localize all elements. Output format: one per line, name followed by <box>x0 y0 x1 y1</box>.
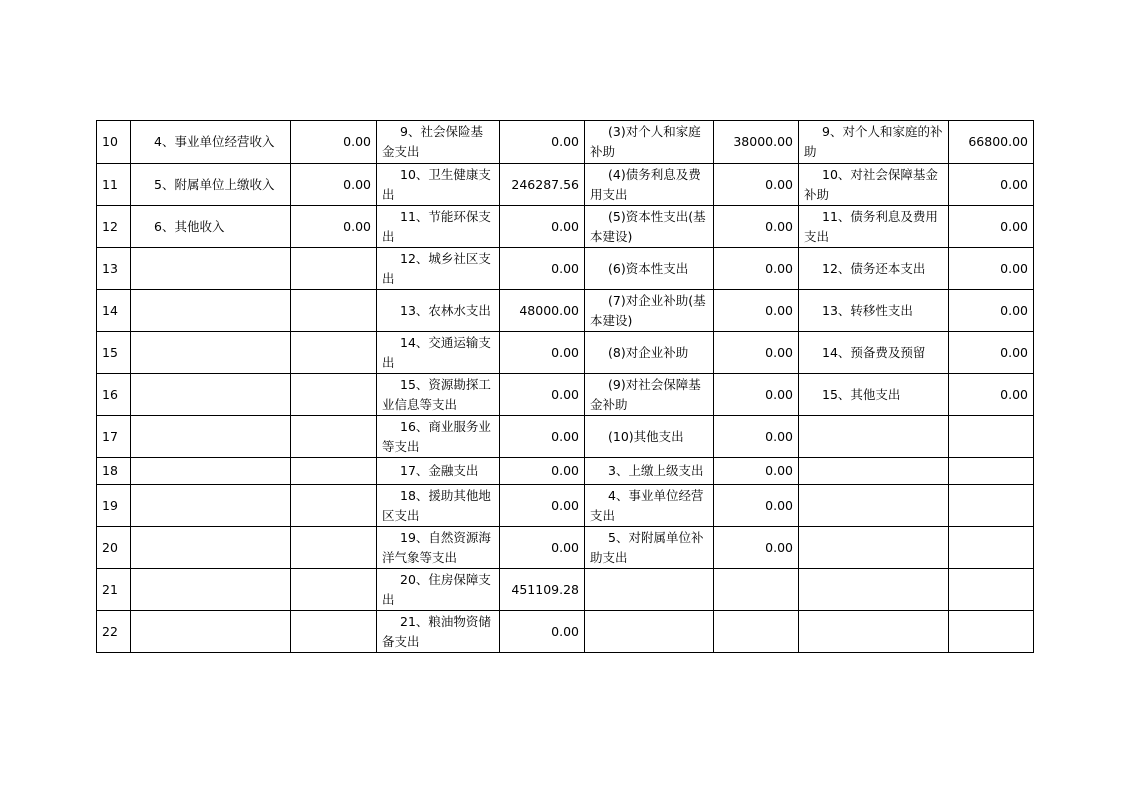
table-row <box>97 164 1034 206</box>
function-expense-amount-cell: 0.00 <box>500 206 585 248</box>
govt-economic-item-cell <box>799 527 949 569</box>
income-item-cell <box>131 611 291 653</box>
economic-expense-item-cell: (8)对企业补助 <box>585 332 714 374</box>
income-item-cell <box>131 416 291 458</box>
function-expense-item-cell: 20、住房保障支出 <box>377 569 500 611</box>
govt-economic-amount-cell: 0.00 <box>949 290 1034 332</box>
income-item-cell <box>131 332 291 374</box>
row-number-cell: 10 <box>97 121 131 164</box>
row-number-cell: 18 <box>97 458 131 485</box>
economic-expense-amount-cell: 0.00 <box>714 290 799 332</box>
row-number-cell: 14 <box>97 290 131 332</box>
table-row <box>97 416 1034 458</box>
function-expense-item-cell: 11、节能环保支出 <box>377 206 500 248</box>
income-amount-cell <box>291 332 377 374</box>
govt-economic-amount-cell: 0.00 <box>949 248 1034 290</box>
govt-economic-item-cell: 15、其他支出 <box>799 374 949 416</box>
income-amount-cell <box>291 416 377 458</box>
economic-expense-item-cell: (6)资本性支出 <box>585 248 714 290</box>
row-number-cell: 21 <box>97 569 131 611</box>
function-expense-amount-cell: 0.00 <box>500 332 585 374</box>
economic-expense-amount-cell: 0.00 <box>714 458 799 485</box>
govt-economic-item-cell <box>799 611 949 653</box>
function-expense-item-cell: 15、资源勘探工业信息等支出 <box>377 374 500 416</box>
income-amount-cell: 0.00 <box>291 121 377 164</box>
function-expense-item-cell: 21、粮油物资储备支出 <box>377 611 500 653</box>
table-row <box>97 569 1034 611</box>
function-expense-amount-cell: 0.00 <box>500 611 585 653</box>
row-number-cell: 19 <box>97 485 131 527</box>
table-row <box>97 206 1034 248</box>
govt-economic-amount-cell <box>949 527 1034 569</box>
govt-economic-item-cell <box>799 485 949 527</box>
table-row <box>97 374 1034 416</box>
function-expense-amount-cell: 451109.28 <box>500 569 585 611</box>
table-row <box>97 248 1034 290</box>
function-expense-amount-cell: 246287.56 <box>500 164 585 206</box>
income-item-cell: 4、事业单位经营收入 <box>131 121 291 164</box>
economic-expense-item-cell: (10)其他支出 <box>585 416 714 458</box>
govt-economic-amount-cell: 0.00 <box>949 164 1034 206</box>
economic-expense-amount-cell <box>714 569 799 611</box>
economic-expense-amount-cell: 38000.00 <box>714 121 799 164</box>
economic-expense-item-cell <box>585 569 714 611</box>
economic-expense-item-cell: (5)资本性支出(基本建设) <box>585 206 714 248</box>
income-amount-cell <box>291 527 377 569</box>
row-number-cell: 17 <box>97 416 131 458</box>
economic-expense-item-cell: (9)对社会保障基金补助 <box>585 374 714 416</box>
table-row <box>97 332 1034 374</box>
income-amount-cell: 0.00 <box>291 164 377 206</box>
economic-expense-item-cell: (3)对个人和家庭补助 <box>585 121 714 164</box>
function-expense-item-cell: 12、城乡社区支出 <box>377 248 500 290</box>
row-number-cell: 16 <box>97 374 131 416</box>
economic-expense-item-cell <box>585 611 714 653</box>
function-expense-amount-cell: 0.00 <box>500 416 585 458</box>
govt-economic-item-cell: 14、预备费及预留 <box>799 332 949 374</box>
function-expense-amount-cell: 0.00 <box>500 527 585 569</box>
function-expense-item-cell: 16、商业服务业等支出 <box>377 416 500 458</box>
table-row <box>97 458 1034 485</box>
economic-expense-item-cell: (7)对企业补助(基本建设) <box>585 290 714 332</box>
govt-economic-item-cell <box>799 416 949 458</box>
economic-expense-amount-cell: 0.00 <box>714 332 799 374</box>
economic-expense-amount-cell: 0.00 <box>714 164 799 206</box>
govt-economic-amount-cell: 0.00 <box>949 206 1034 248</box>
govt-economic-amount-cell <box>949 485 1034 527</box>
income-item-cell <box>131 290 291 332</box>
govt-economic-item-cell: 10、对社会保障基金补助 <box>799 164 949 206</box>
govt-economic-amount-cell <box>949 569 1034 611</box>
govt-economic-amount-cell: 66800.00 <box>949 121 1034 164</box>
function-expense-amount-cell: 0.00 <box>500 374 585 416</box>
govt-economic-item-cell: 12、债务还本支出 <box>799 248 949 290</box>
table-row <box>97 611 1034 653</box>
govt-economic-amount-cell <box>949 611 1034 653</box>
function-expense-item-cell: 17、金融支出 <box>377 458 500 485</box>
row-number-cell: 15 <box>97 332 131 374</box>
row-number-cell: 12 <box>97 206 131 248</box>
economic-expense-amount-cell: 0.00 <box>714 527 799 569</box>
function-expense-item-cell: 9、社会保险基金支出 <box>377 121 500 164</box>
govt-economic-item-cell: 13、转移性支出 <box>799 290 949 332</box>
table-row <box>97 290 1034 332</box>
income-item-cell: 6、其他收入 <box>131 206 291 248</box>
economic-expense-amount-cell: 0.00 <box>714 485 799 527</box>
income-item-cell <box>131 374 291 416</box>
function-expense-item-cell: 18、援助其他地区支出 <box>377 485 500 527</box>
income-amount-cell <box>291 458 377 485</box>
govt-economic-amount-cell <box>949 416 1034 458</box>
table-row <box>97 485 1034 527</box>
govt-economic-item-cell <box>799 458 949 485</box>
table-body <box>97 121 1034 653</box>
govt-economic-amount-cell: 0.00 <box>949 332 1034 374</box>
budget-table <box>96 120 1034 653</box>
economic-expense-amount-cell <box>714 611 799 653</box>
economic-expense-amount-cell: 0.00 <box>714 374 799 416</box>
function-expense-amount-cell: 0.00 <box>500 121 585 164</box>
income-item-cell <box>131 248 291 290</box>
govt-economic-item-cell <box>799 569 949 611</box>
economic-expense-item-cell: 3、上缴上级支出 <box>585 458 714 485</box>
income-item-cell <box>131 569 291 611</box>
economic-expense-amount-cell: 0.00 <box>714 416 799 458</box>
row-number-cell: 11 <box>97 164 131 206</box>
table-row <box>97 527 1034 569</box>
function-expense-item-cell: 14、交通运输支出 <box>377 332 500 374</box>
economic-expense-item-cell: (4)债务利息及费用支出 <box>585 164 714 206</box>
economic-expense-amount-cell: 0.00 <box>714 206 799 248</box>
income-item-cell <box>131 485 291 527</box>
income-item-cell <box>131 527 291 569</box>
function-expense-item-cell: 19、自然资源海洋气象等支出 <box>377 527 500 569</box>
govt-economic-item-cell: 11、债务利息及费用支出 <box>799 206 949 248</box>
table-row <box>97 121 1034 164</box>
function-expense-item-cell: 13、农林水支出 <box>377 290 500 332</box>
economic-expense-item-cell: 5、对附属单位补助支出 <box>585 527 714 569</box>
income-amount-cell <box>291 485 377 527</box>
income-amount-cell <box>291 290 377 332</box>
economic-expense-item-cell: 4、事业单位经营支出 <box>585 485 714 527</box>
function-expense-item-cell: 10、卫生健康支出 <box>377 164 500 206</box>
income-item-cell: 5、附属单位上缴收入 <box>131 164 291 206</box>
row-number-cell: 22 <box>97 611 131 653</box>
function-expense-amount-cell: 0.00 <box>500 248 585 290</box>
function-expense-amount-cell: 0.00 <box>500 485 585 527</box>
income-amount-cell <box>291 611 377 653</box>
row-number-cell: 20 <box>97 527 131 569</box>
income-amount-cell: 0.00 <box>291 206 377 248</box>
function-expense-amount-cell: 0.00 <box>500 458 585 485</box>
govt-economic-amount-cell <box>949 458 1034 485</box>
row-number-cell: 13 <box>97 248 131 290</box>
govt-economic-item-cell: 9、对个人和家庭的补助 <box>799 121 949 164</box>
income-amount-cell <box>291 569 377 611</box>
economic-expense-amount-cell: 0.00 <box>714 248 799 290</box>
income-amount-cell <box>291 248 377 290</box>
govt-economic-amount-cell: 0.00 <box>949 374 1034 416</box>
function-expense-amount-cell: 48000.00 <box>500 290 585 332</box>
income-amount-cell <box>291 374 377 416</box>
income-item-cell <box>131 458 291 485</box>
